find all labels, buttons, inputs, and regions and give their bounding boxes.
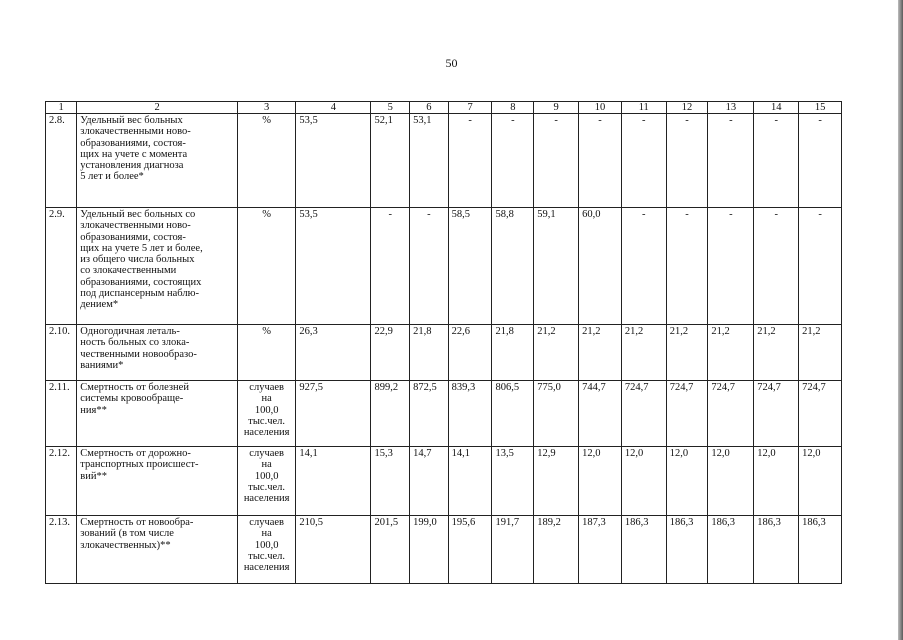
- value-cell: -: [579, 114, 622, 208]
- value-cell: 724,7: [621, 381, 666, 447]
- value-cell: 724,7: [754, 381, 799, 447]
- indicator-name: Удельный вес больных со злокачественными ново- образованиями, состоя- щих на учете 5 лет и более, из общего числа больных со злокачественными образованиями, состоящих под диспансерным наблю- дением*: [77, 208, 238, 325]
- value-cell: 12,9: [534, 447, 579, 516]
- value-cell: 724,7: [666, 381, 708, 447]
- value-cell: -: [621, 114, 666, 208]
- value-cell: 58,5: [448, 208, 492, 325]
- column-header: 3: [237, 102, 295, 114]
- value-cell: 12,0: [799, 447, 842, 516]
- value-cell: 22,6: [448, 325, 492, 381]
- value-cell: 189,2: [534, 516, 579, 584]
- value-cell: 60,0: [579, 208, 622, 325]
- value-cell: 201,5: [371, 516, 410, 584]
- value-cell: 21,2: [708, 325, 754, 381]
- column-header: 5: [371, 102, 410, 114]
- row-index: 2.12.: [46, 447, 77, 516]
- indicator-name: Смертность от новообра- зований (в том числе злокачественных)**: [77, 516, 238, 584]
- unit-cell: случаев на 100,0 тыс.чел. населения: [237, 447, 295, 516]
- value-cell: 14,1: [448, 447, 492, 516]
- value-cell: 724,7: [708, 381, 754, 447]
- value-cell: -: [621, 208, 666, 325]
- value-cell: 53,1: [410, 114, 449, 208]
- page-number: 50: [445, 56, 458, 70]
- column-header: 11: [621, 102, 666, 114]
- value-cell: -: [492, 114, 534, 208]
- value-cell: 806,5: [492, 381, 534, 447]
- row-index: 2.11.: [46, 381, 77, 447]
- value-cell: -: [666, 114, 708, 208]
- indicator-name: Смертность от болезней системы кровообраще- ния**: [77, 381, 238, 447]
- value-cell: 191,7: [492, 516, 534, 584]
- value-cell: 14,1: [296, 447, 371, 516]
- value-cell: -: [448, 114, 492, 208]
- column-header: 4: [296, 102, 371, 114]
- column-header: 14: [754, 102, 799, 114]
- value-cell: -: [708, 114, 754, 208]
- value-cell: 186,3: [666, 516, 708, 584]
- indicator-name: Одногодичная леталь- ность больных со злока- чественными новообразо- ваниями*: [77, 325, 238, 381]
- value-cell: 21,2: [579, 325, 622, 381]
- indicator-table: [45, 101, 842, 584]
- value-cell: 899,2: [371, 381, 410, 447]
- column-header: 13: [708, 102, 754, 114]
- value-cell: 195,6: [448, 516, 492, 584]
- unit-cell: случаев на 100,0 тыс.чел. населения: [237, 516, 295, 584]
- row-index: 2.9.: [46, 208, 77, 325]
- value-cell: 13,5: [492, 447, 534, 516]
- table-row: [46, 114, 842, 208]
- table-row: [46, 325, 842, 381]
- value-cell: -: [708, 208, 754, 325]
- row-index: 2.13.: [46, 516, 77, 584]
- value-cell: 724,7: [799, 381, 842, 447]
- unit-cell: случаев на 100,0 тыс.чел. населения: [237, 381, 295, 447]
- value-cell: 187,3: [579, 516, 622, 584]
- row-index: 2.8.: [46, 114, 77, 208]
- row-index: 2.10.: [46, 325, 77, 381]
- table-row: [46, 516, 842, 584]
- value-cell: 839,3: [448, 381, 492, 447]
- column-header: 2: [77, 102, 238, 114]
- column-header: 12: [666, 102, 708, 114]
- scan-edge-shadow: [898, 0, 903, 640]
- value-cell: -: [666, 208, 708, 325]
- value-cell: 21,2: [621, 325, 666, 381]
- table-row: [46, 447, 842, 516]
- value-cell: -: [799, 208, 842, 325]
- indicator-name: Смертность от дорожно- транспортных происшест- вий**: [77, 447, 238, 516]
- value-cell: 53,5: [296, 208, 371, 325]
- column-header: 10: [579, 102, 622, 114]
- value-cell: 186,3: [708, 516, 754, 584]
- value-cell: 199,0: [410, 516, 449, 584]
- value-cell: 186,3: [754, 516, 799, 584]
- value-cell: -: [371, 208, 410, 325]
- value-cell: 58,8: [492, 208, 534, 325]
- value-cell: 744,7: [579, 381, 622, 447]
- indicator-name: Удельный вес больных злокачественными ново- образованиями, состоя- щих на учете с момента установления диагноза 5 лет и более*: [77, 114, 238, 208]
- value-cell: 12,0: [666, 447, 708, 516]
- value-cell: 22,9: [371, 325, 410, 381]
- table-row: [46, 208, 842, 325]
- table-row: [46, 381, 842, 447]
- value-cell: 186,3: [621, 516, 666, 584]
- value-cell: -: [410, 208, 449, 325]
- value-cell: 15,3: [371, 447, 410, 516]
- value-cell: 21,2: [534, 325, 579, 381]
- value-cell: -: [754, 114, 799, 208]
- value-cell: 186,3: [799, 516, 842, 584]
- value-cell: -: [754, 208, 799, 325]
- value-cell: 927,5: [296, 381, 371, 447]
- value-cell: 52,1: [371, 114, 410, 208]
- value-cell: -: [799, 114, 842, 208]
- value-cell: 775,0: [534, 381, 579, 447]
- unit-cell: %: [237, 208, 295, 325]
- value-cell: 21,2: [666, 325, 708, 381]
- value-cell: 21,2: [799, 325, 842, 381]
- value-cell: 14,7: [410, 447, 449, 516]
- column-header: 6: [410, 102, 449, 114]
- value-cell: 12,0: [579, 447, 622, 516]
- value-cell: 12,0: [754, 447, 799, 516]
- value-cell: 21,2: [754, 325, 799, 381]
- value-cell: 53,5: [296, 114, 371, 208]
- value-cell: 21,8: [410, 325, 449, 381]
- value-cell: 12,0: [621, 447, 666, 516]
- value-cell: -: [534, 114, 579, 208]
- column-header: 7: [448, 102, 492, 114]
- column-header: 9: [534, 102, 579, 114]
- column-header: 8: [492, 102, 534, 114]
- value-cell: 872,5: [410, 381, 449, 447]
- column-header: 15: [799, 102, 842, 114]
- value-cell: 210,5: [296, 516, 371, 584]
- value-cell: 21,8: [492, 325, 534, 381]
- column-header: 1: [46, 102, 77, 114]
- value-cell: 59,1: [534, 208, 579, 325]
- value-cell: 26,3: [296, 325, 371, 381]
- header-row: [46, 102, 842, 114]
- unit-cell: %: [237, 114, 295, 208]
- unit-cell: %: [237, 325, 295, 381]
- value-cell: 12,0: [708, 447, 754, 516]
